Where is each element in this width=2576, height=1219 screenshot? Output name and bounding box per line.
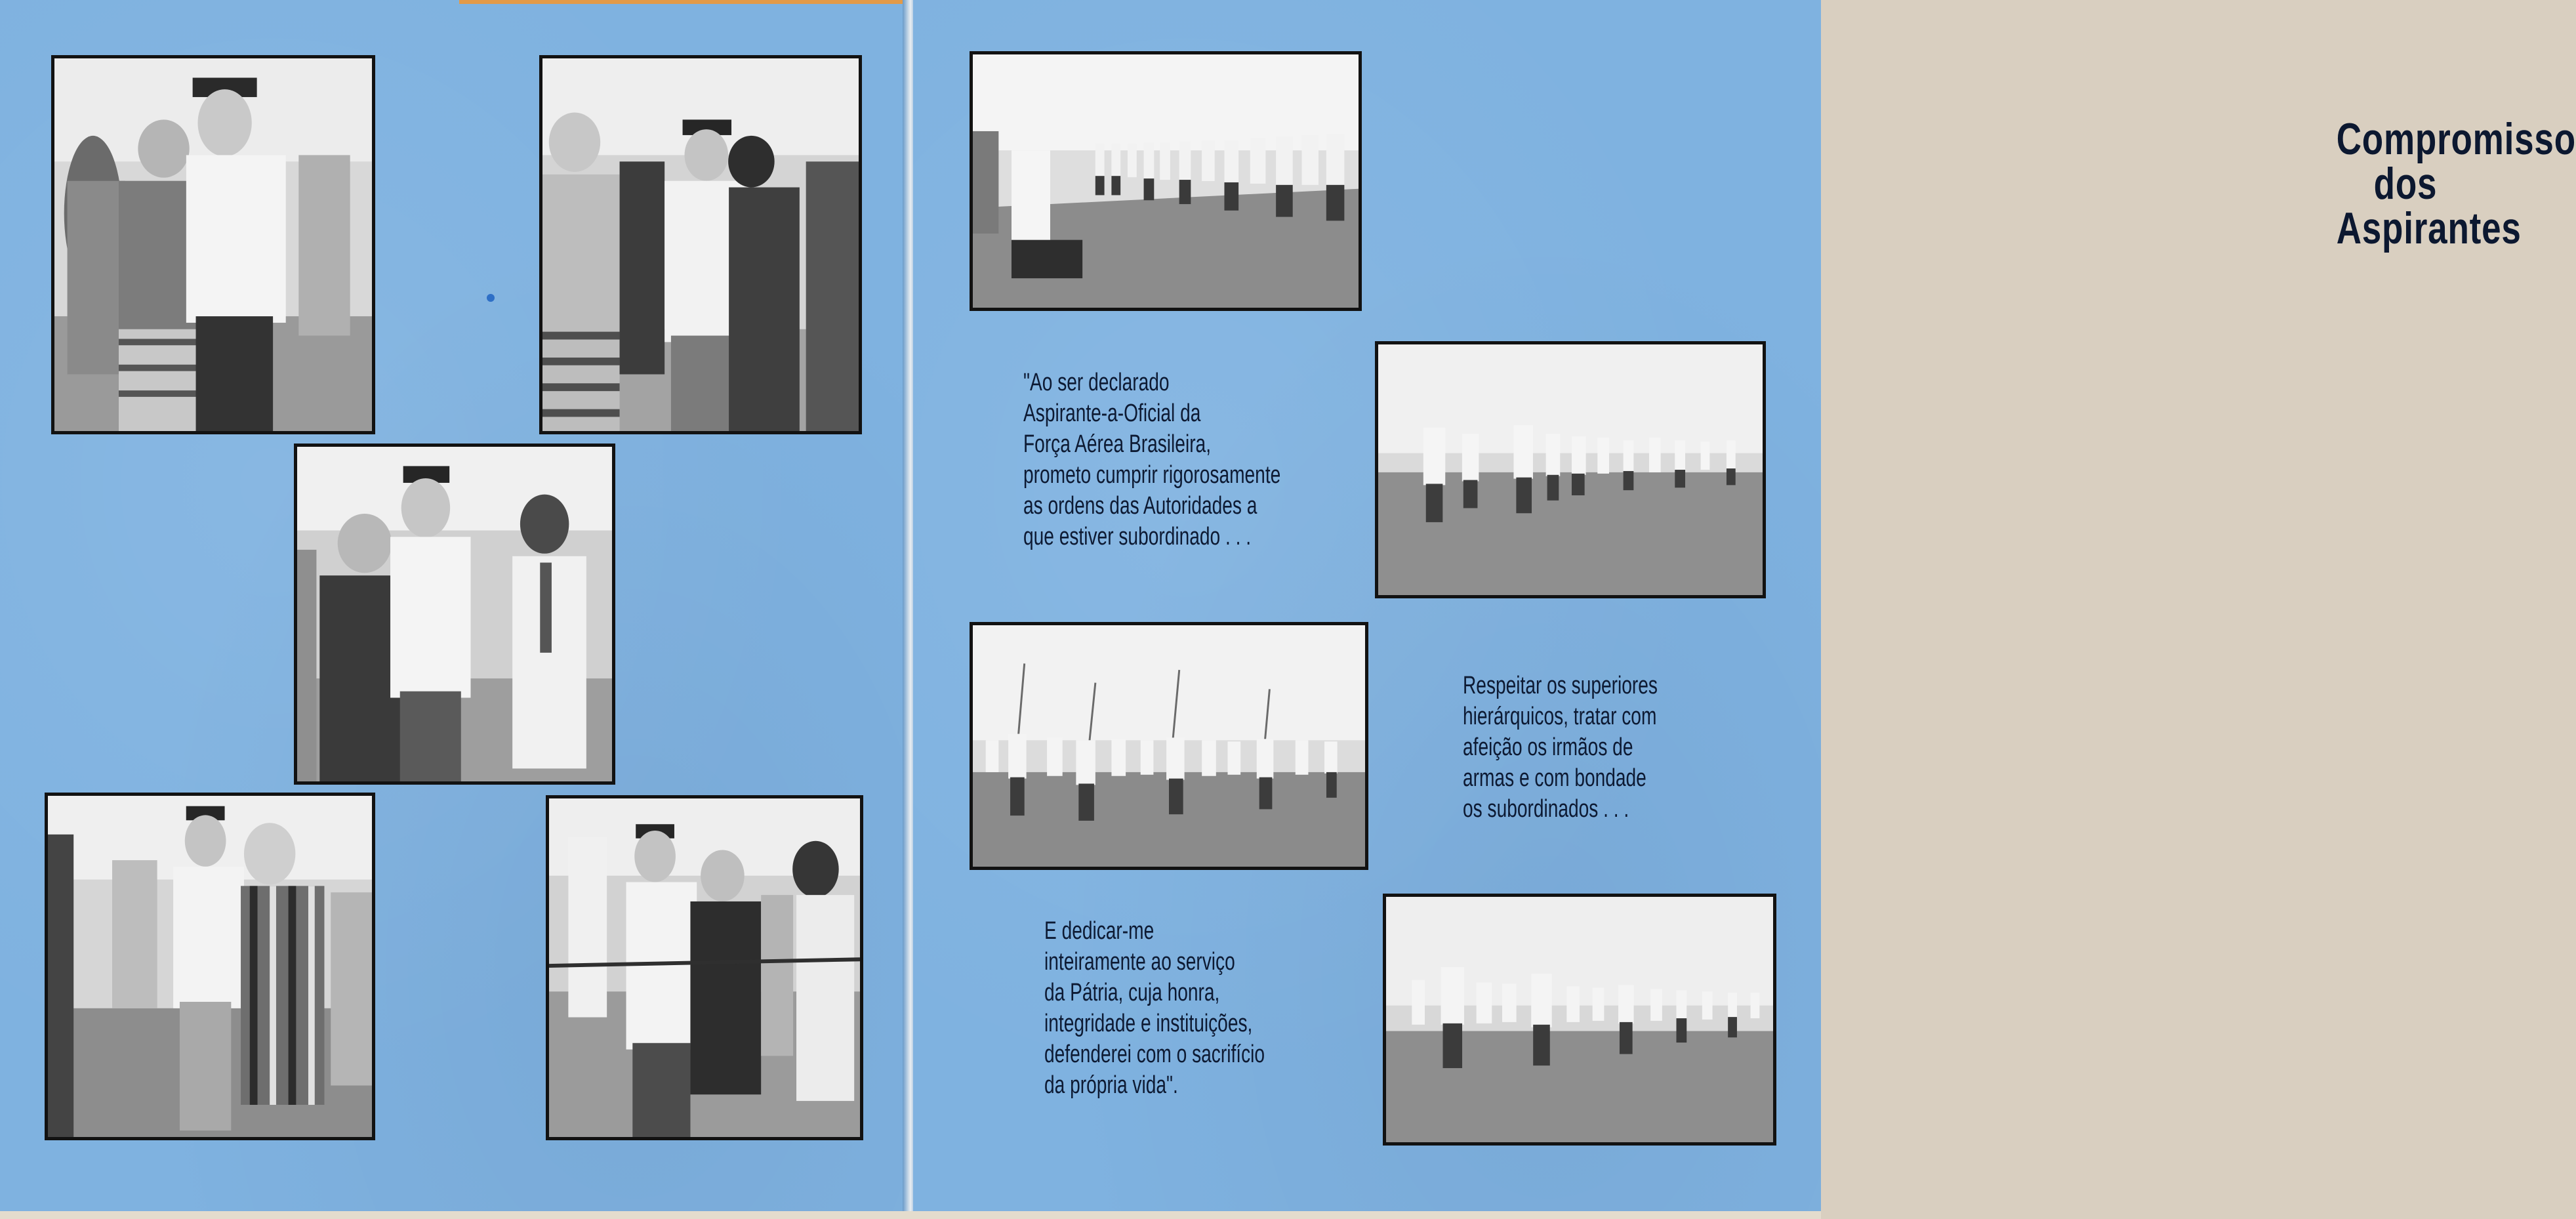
quote-line: os subordinados . . . [1463, 795, 1629, 823]
photo-parade-sword-salute [970, 622, 1368, 870]
quote-line: armas e com bondade [1463, 764, 1646, 792]
photo-officer-woman-and-man [294, 444, 615, 785]
quote-line: E dedicar-me [1044, 917, 1155, 945]
quote-line: da própria vida". [1044, 1071, 1178, 1099]
heading-line-1: Compromisso [2336, 114, 2576, 164]
photo-ribbon-cutting [546, 795, 863, 1140]
quote-line: as ordens das Autoridades a [1023, 492, 1257, 520]
photo-officer-escorting-woman [45, 793, 375, 1140]
quote-line: Força Aérea Brasileira, [1023, 430, 1212, 458]
heading-line-3: Aspirantes [2336, 203, 2522, 253]
quote-line: afeição os irmãos de [1463, 733, 1633, 761]
quote-line: "Ao ser declarado [1023, 369, 1170, 396]
quote-line: da Pátria, cuja honra, [1044, 979, 1220, 1006]
quote-line: Aspirante-a-Oficial da [1023, 400, 1201, 427]
heading-line-2: dos [2373, 159, 2438, 209]
quote-line: prometo cumprir rigorosamente [1023, 461, 1281, 489]
ink-dot [487, 294, 495, 302]
photo-officer-greeting-woman [51, 55, 375, 434]
page-heading [2336, 114, 2576, 253]
photo-officer-with-ladies [539, 55, 862, 434]
quote-oath-part-2 [1463, 671, 1658, 825]
photo-parade-ranks [1383, 894, 1776, 1146]
photo-parade-formation-right [1375, 341, 1766, 598]
page-bottom-edge [0, 1211, 1821, 1219]
quote-line: inteiramente ao serviço [1044, 948, 1235, 976]
quote-line: integridade e instituições, [1044, 1010, 1253, 1037]
quote-oath-part-1 [1023, 367, 1280, 552]
quote-line: defenderei com o sacrifício [1044, 1041, 1265, 1068]
quote-line: Respeitar os superiores [1463, 672, 1658, 699]
right-page [913, 0, 2576, 1211]
page-edge-strip [459, 0, 905, 4]
quote-line: hierárquicos, tratar com [1463, 703, 1657, 730]
quote-line: que estiver subordinado . . . [1023, 523, 1252, 550]
quote-oath-part-3 [1044, 916, 1265, 1101]
photo-parade-marching [970, 51, 1362, 311]
left-page [0, 0, 907, 1211]
